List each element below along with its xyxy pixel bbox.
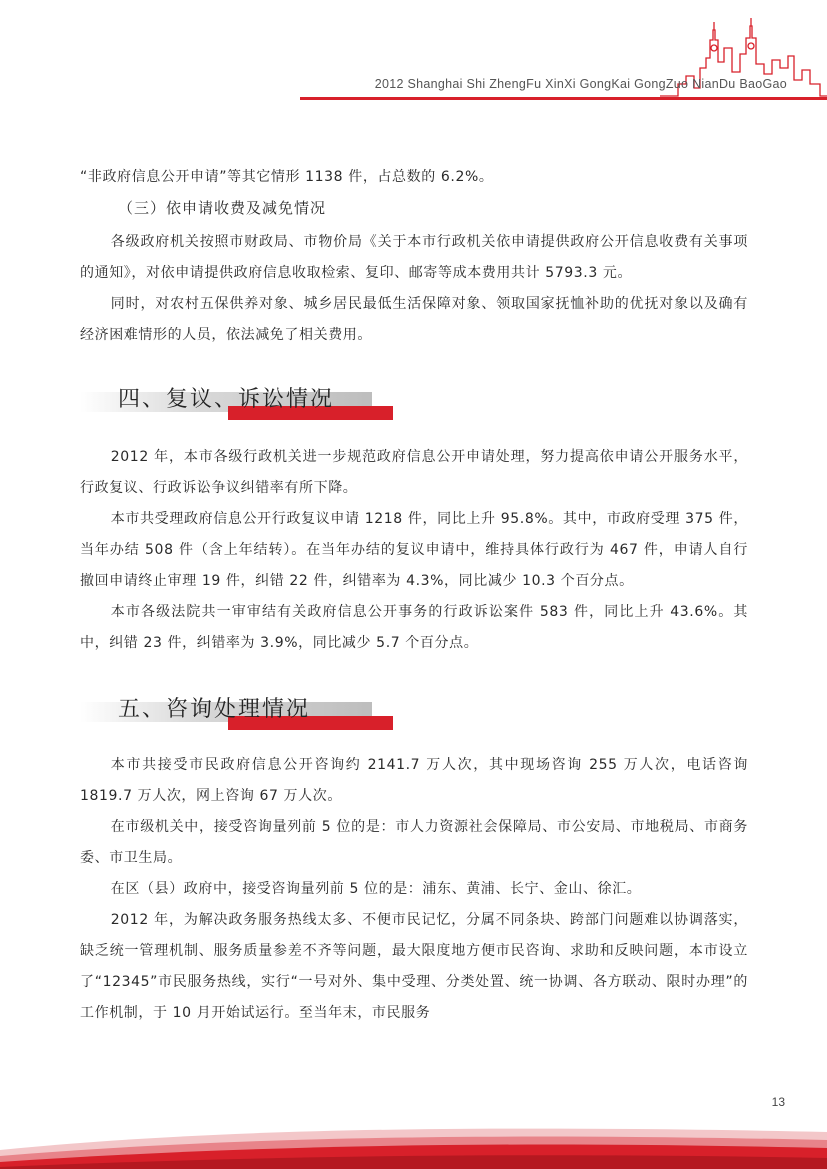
paragraph: 本市共受理政府信息公开行政复议申请 1218 件，同比上升 95.8%。其中，市政府受理 375 件，当年办结 508 件（含上年结转）。在当年办结的复议申请中，维持具体行政行为 467 件，申请人自行撤回申请终止审理 19 件，纠错 22 件，纠错率为 4.3%，同比减少 10.3 个百分点。: [80, 511, 748, 589]
paragraph: 在区（县）政府中，接受咨询量列前 5 位的是：浦东、黄浦、长宁、金山、徐汇。: [110, 881, 642, 897]
section-heading-block: [80, 692, 400, 734]
paragraph: 各级政府机关按照市财政局、市物价局《关于本市行政机关依申请提供政府公开信息收费有关事项的通知》，对依申请提供政府信息收取检索、复印、邮寄等成本费用共计 5793.3 元。: [80, 234, 748, 281]
header-rule: [300, 97, 827, 100]
section-title: 五、咨询处理情况: [118, 697, 311, 722]
paragraph: 在市级机关中，接受咨询量列前 5 位的是：市人力资源社会保障局、市公安局、市地税局、市商务委、市卫生局。: [80, 819, 748, 866]
section-heading-block: [80, 382, 400, 424]
intro-line: “非政府信息公开申请”等其它情形 1138 件，占总数的 6.2%。: [80, 169, 494, 185]
footer-wave-decoration: [0, 1110, 827, 1169]
page-number: 13: [771, 1095, 785, 1109]
paragraph: 本市共接受市民政府信息公开咨询约 2141.7 万人次，其中现场咨询 255 万人次，电话咨询 1819.7 万人次，网上咨询 67 万人次。: [80, 757, 748, 804]
section-title: 四、复议、诉讼情况: [118, 387, 335, 412]
subsection-heading: （三）依申请收费及减免情况: [118, 199, 327, 217]
header-title: 2012 Shanghai Shi ZhengFu XinXi GongKai GongZuo NianDu BaoGao: [374, 77, 787, 91]
paragraph: 本市各级法院共一审审结有关政府信息公开事务的行政诉讼案件 583 件，同比上升 43.6%。其中，纠错 23 件，纠错率为 3.9%，同比减少 5.7 个百分点。: [80, 604, 748, 651]
paragraph: 2012 年，为解决政务服务热线太多、不便市民记忆，分属不同条块、跨部门问题难以协调落实，缺乏统一管理机制、服务质量参差不齐等问题，最大限度地方便市民咨询、求助和反映问题，本市设立了“12345”市民服务热线，实行“一号对外、集中受理、分类处置、统一协调、各方联动、限时办理”的工作机制，于 10 月开始试运行。至当年末，市民服务: [80, 912, 748, 1021]
paragraph: 同时，对农村五保供养对象、城乡居民最低生活保障对象、领取国家抚恤补助的优抚对象以及确有经济困难情形的人员，依法减免了相关费用。: [80, 296, 748, 343]
paragraph: 2012 年，本市各级行政机关进一步规范政府信息公开申请处理，努力提高依申请公开服务水平，行政复议、行政诉讼争议纠错率有所下降。: [80, 449, 748, 496]
